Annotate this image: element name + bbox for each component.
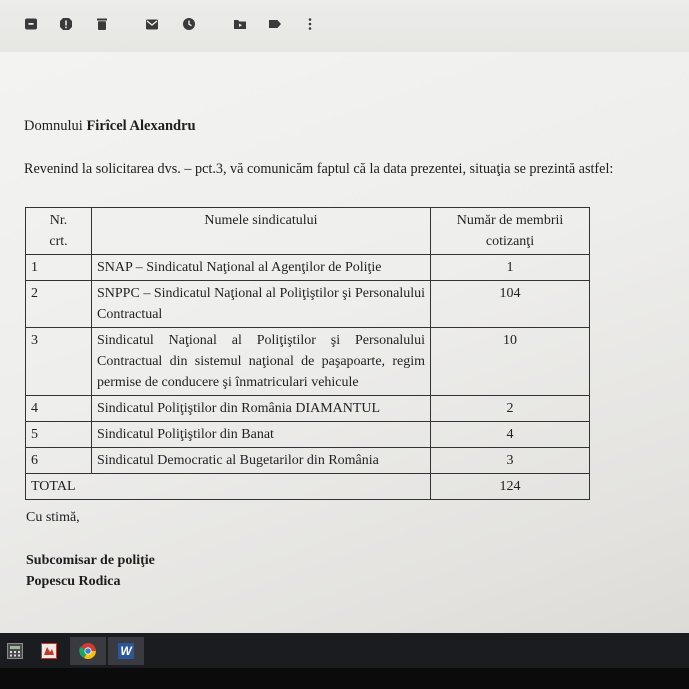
header-union-name: Numele sindicatului — [92, 208, 431, 255]
row-union-name: SNPPC – Sindicatul Naţional al Poliţiştilor şi Personalului Contractual — [92, 281, 431, 328]
table-row — [26, 281, 590, 328]
report-spam-icon[interactable] — [59, 17, 73, 31]
row-members: 10 — [431, 328, 590, 396]
header-nr — [26, 208, 92, 255]
row-union-name: Sindicatul Poliţiştilor din Banat — [92, 422, 431, 448]
row-nr: 5 — [26, 422, 92, 448]
delete-icon[interactable] — [95, 17, 109, 31]
monitor-bezel — [0, 668, 689, 689]
table-row — [26, 255, 590, 281]
recipient-name: Firîcel Alexandru — [86, 118, 196, 134]
header-nr-line2: crt. — [49, 234, 68, 249]
row-members: 1 — [431, 255, 590, 281]
mark-unread-icon[interactable] — [145, 17, 159, 31]
table-row — [26, 422, 590, 448]
closing-line: Cu stimă, — [26, 510, 80, 525]
header-members-line1: Număr de membrii — [456, 213, 564, 228]
header-nr-line1: Nr. — [49, 213, 68, 228]
salutation-line — [24, 118, 196, 135]
row-nr: 3 — [26, 328, 92, 396]
row-union-name: SNAP – Sindicatul Naţional al Agenţilor de Poliţie — [92, 255, 431, 281]
word-app-icon[interactable] — [108, 637, 144, 665]
table-row — [26, 328, 590, 396]
row-nr: 6 — [26, 448, 92, 474]
chrome-app-icon[interactable] — [70, 637, 106, 665]
header-members — [431, 208, 590, 255]
row-members: 3 — [431, 448, 590, 474]
header-members-line2: cotizanţi — [485, 234, 535, 249]
row-nr: 1 — [26, 255, 92, 281]
move-to-icon[interactable] — [233, 17, 247, 31]
row-members: 104 — [431, 281, 590, 328]
row-members: 4 — [431, 422, 590, 448]
archive-icon[interactable] — [24, 17, 38, 31]
row-union-name: Sindicatul Democratic al Bugetarilor din România — [92, 448, 431, 474]
email-body — [0, 52, 689, 632]
unions-table — [25, 207, 590, 500]
label-icon[interactable] — [268, 17, 282, 31]
row-members: 2 — [431, 396, 590, 422]
more-options-icon[interactable] — [303, 17, 317, 31]
table-total-row — [26, 474, 590, 500]
table-header-row — [26, 208, 590, 255]
total-value: 124 — [431, 474, 590, 500]
word-app-letter: W — [120, 644, 132, 658]
email-toolbar — [0, 0, 689, 52]
signature-name: Popescu Rodica — [26, 574, 121, 589]
total-label: TOTAL — [26, 474, 431, 500]
windows-taskbar — [0, 633, 689, 668]
table-row — [26, 448, 590, 474]
snooze-icon[interactable] — [182, 17, 196, 31]
intro-paragraph: Revenind la solicitarea dvs. – pct.3, vă comunicăm faptul că la data prezentei, situaţia se prezintă astfel: — [24, 161, 614, 177]
row-nr: 4 — [26, 396, 92, 422]
row-union-name: Sindicatul Naţional al Poliţiştilor şi Personalului Contractual din sistemul naţional de paşapoarte, regim permise de conducere şi înmatriculari vehicule — [92, 328, 431, 396]
row-union-name: Sindicatul Poliţiştilor din România DIAMANTUL — [92, 396, 431, 422]
row-nr: 2 — [26, 281, 92, 328]
calculator-app-icon[interactable] — [4, 637, 26, 665]
table-row — [26, 396, 590, 422]
paint-app-icon[interactable] — [38, 637, 60, 665]
signature-title: Subcomisar de poliţie — [26, 553, 155, 568]
salutation-prefix: Domnului — [24, 118, 87, 134]
